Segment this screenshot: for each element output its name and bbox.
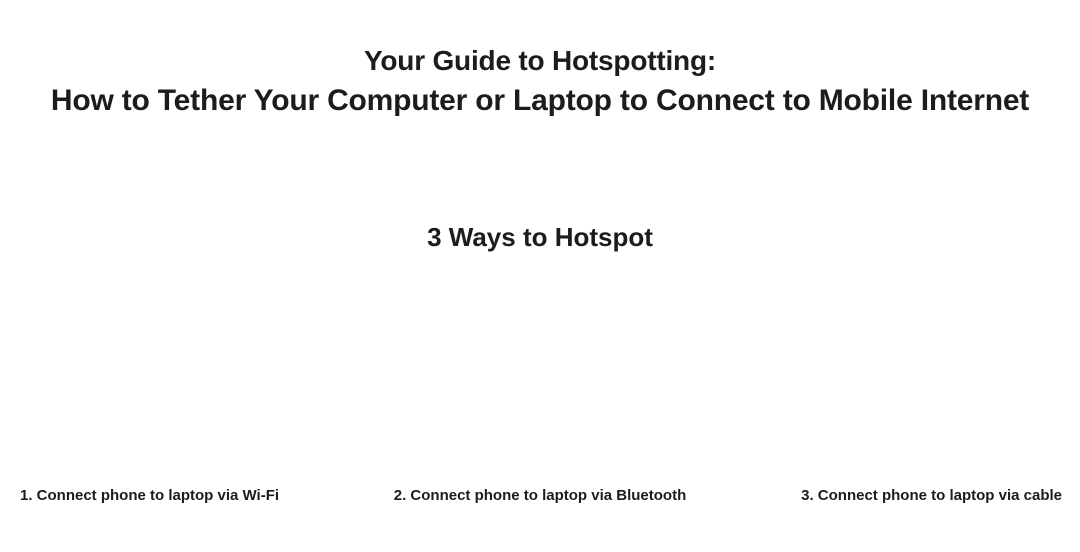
caption-item-bluetooth: 2. Connect phone to laptop via Bluetooth	[393, 487, 687, 504]
caption-row	[0, 486, 1080, 506]
title-line-primary: Your Guide to Hotspotting:	[364, 45, 716, 76]
page-title	[0, 44, 1080, 118]
caption-item-cable: 3. Connect phone to laptop via cable	[801, 487, 1062, 504]
caption-item-wifi: 1. Connect phone to laptop via Wi-Fi	[20, 487, 280, 504]
title-line-secondary: How to Tether Your Computer or Laptop to Connect to Mobile Internet	[50, 84, 1030, 118]
section-subtitle: 3 Ways to Hotspot	[427, 222, 653, 252]
